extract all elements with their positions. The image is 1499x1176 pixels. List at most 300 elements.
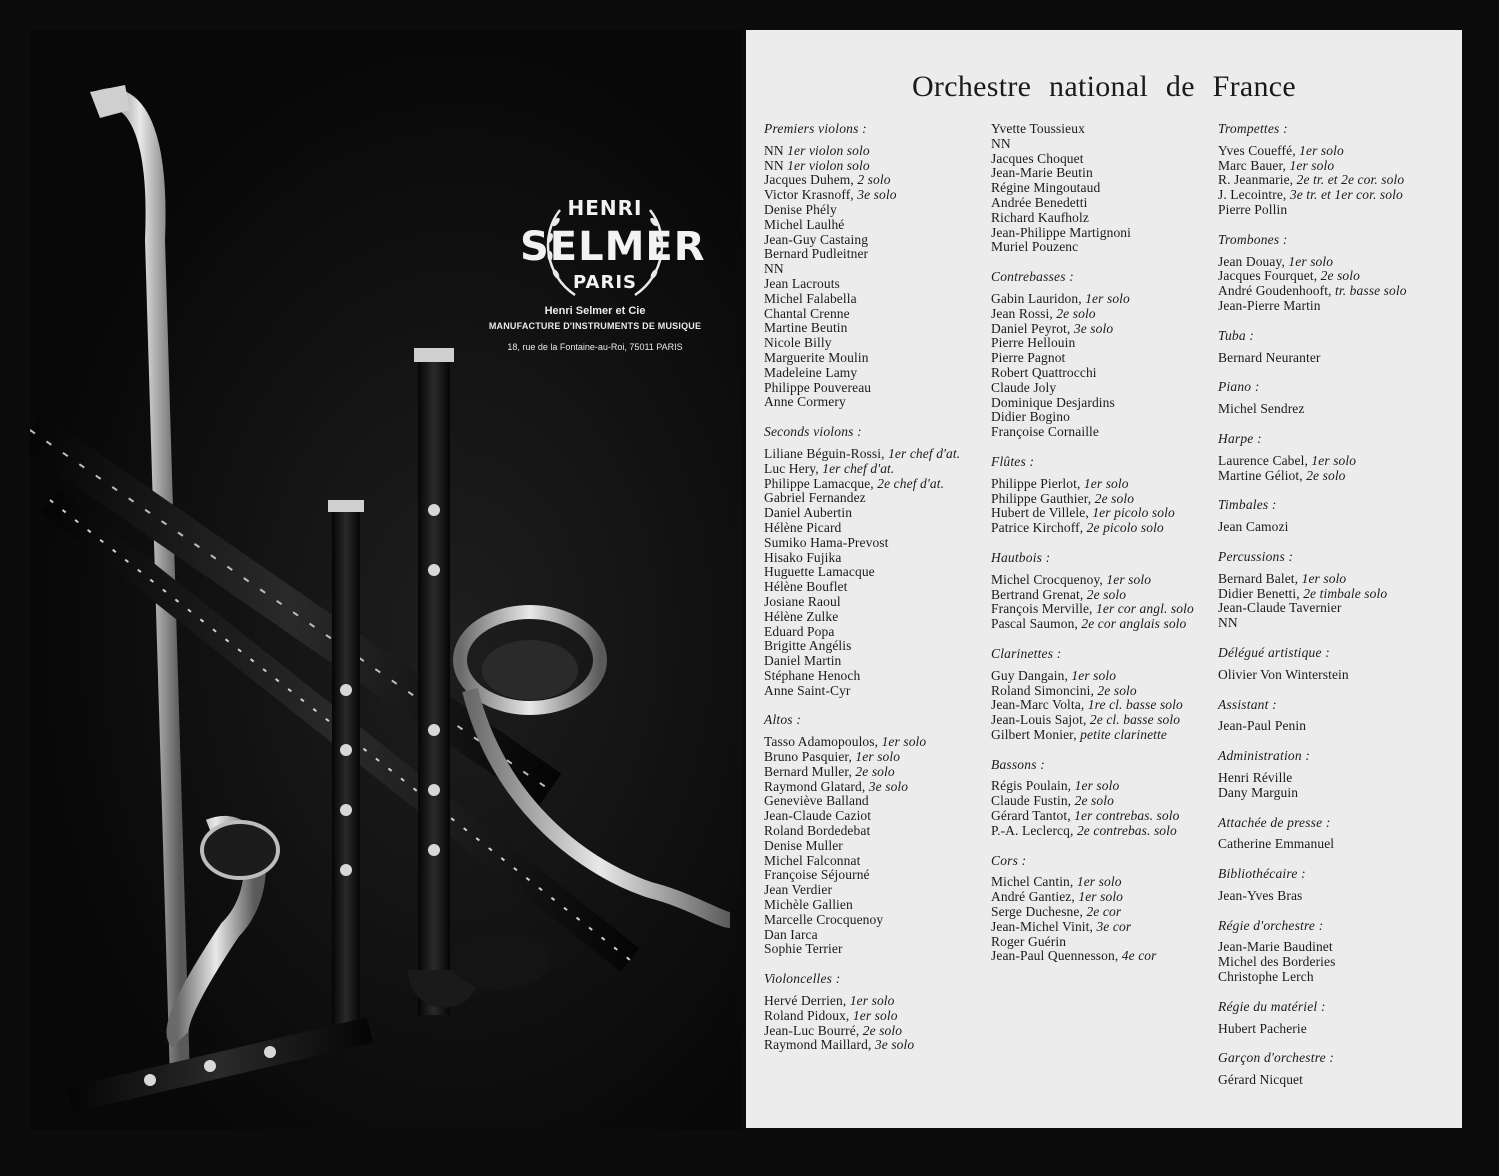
member-name: Jacques Fourquet, [1218,268,1318,284]
member-name: Chantal Crenne [764,305,850,321]
member-entry [764,262,986,277]
roster-section [1218,646,1454,683]
member-entry [764,395,986,410]
member-name: Jean-Marc Volta, [991,697,1085,713]
member-name: Françoise Séjourné [764,867,870,883]
member-name: Didier Benetti, [1218,585,1300,601]
section-title: Violoncelles : [764,971,841,987]
roster-section [1218,550,1454,631]
member-name: Roland Pidoux, [764,1007,850,1023]
member-entry [991,728,1213,743]
member-name: Raymond Maillard, [764,1037,872,1053]
roster-section [991,758,1213,839]
member-entry [991,669,1213,684]
member-name: Hubert Pacherie [1218,1020,1307,1036]
member-entry [764,447,986,462]
member-name: Geneviève Balland [764,793,869,809]
member-name: Philippe Gauthier, [991,490,1092,506]
member-name: Jean-Pierre Martin [1218,297,1321,313]
member-name: Dany Marguin [1218,784,1299,800]
orchestra-roster-page [746,30,1462,1128]
member-role: 1er solo [1067,667,1117,683]
member-entry [991,322,1213,337]
member-name: Richard Kaufholz [991,209,1089,225]
member-name: Luc Hery, [764,460,819,476]
member-entry [764,913,986,928]
selmer-logo [520,180,706,310]
member-name: Guy Dangain, [991,667,1068,683]
section-title: Assistant : [1218,696,1277,712]
member-role: 2e solo [851,763,895,779]
roster-section [1218,749,1454,800]
member-role: 2e solo [1052,305,1096,321]
roster-section [1218,816,1454,853]
member-name: Michel des Borderies [1218,954,1336,970]
roster-section [1218,1051,1454,1088]
member-name: Denise Muller [764,837,843,853]
member-role: 2e solo [1083,586,1127,602]
member-name: Laurence Cabel, [1218,452,1308,468]
member-entry [991,477,1213,492]
member-role: 1er solo [1295,142,1344,158]
member-name: François Merville, [991,601,1093,617]
member-name: Martine Beutin [764,320,848,336]
member-entry [764,491,986,506]
member-entry [991,366,1213,381]
member-role: 3e tr. et 1er cor. solo [1286,187,1403,203]
member-entry [764,839,986,854]
member-role: 2e picolo solo [1083,520,1164,536]
logo-henri: HENRI [567,196,643,220]
section-title: Garçon d'orchestre : [1218,1050,1335,1066]
section-title: Administration : [1218,748,1311,764]
member-name: Jean Douay, [1218,253,1285,269]
member-name: Jean-Yves Bras [1218,887,1303,903]
member-name: André Gantiez, [991,889,1075,905]
member-name: Philippe Pouvereau [764,379,872,395]
member-name: NN [764,157,784,173]
member-entry [991,292,1213,307]
member-name: R. Jeanmarie, [1218,172,1294,188]
member-entry [764,639,986,654]
member-entry [764,854,986,869]
member-entry [991,779,1213,794]
member-name: Michel Laulhé [764,216,845,232]
roster-section [991,647,1213,743]
member-role: 1er solo [846,993,895,1009]
member-entry [991,396,1213,411]
member-entry [764,307,986,322]
member-entry [991,381,1213,396]
member-entry [1218,255,1454,270]
section-title: Altos : [764,712,802,728]
member-role: 2 solo [853,172,891,188]
member-name: Bernard Muller, [764,763,852,779]
member-entry [764,292,986,307]
member-name: Madeleine Lamy [764,364,858,380]
member-entry [991,240,1213,255]
member-role: 1er solo [849,1007,898,1023]
member-entry [991,425,1213,440]
member-name: Claude Joly [991,379,1057,395]
member-entry [764,580,986,595]
member-entry [764,506,986,521]
member-role: 1er violon solo [783,142,870,158]
member-entry [991,336,1213,351]
member-name: Philippe Lamacque, [764,475,874,491]
member-entry [1218,284,1454,299]
member-role: 4e cor [1118,948,1157,964]
member-entry [764,654,986,669]
member-name: Michel Falconnat [764,852,861,868]
member-entry [991,521,1213,536]
member-name: Hubert de Villele, [991,505,1089,521]
roster-section [1218,1000,1454,1037]
member-entry [1218,173,1454,188]
member-role: 2e contrebas. solo [1073,822,1177,838]
member-entry [991,492,1213,507]
member-entry [764,173,986,188]
member-entry [764,684,986,699]
member-name: Daniel Peyrot, [991,320,1071,336]
roster-section [1218,867,1454,904]
member-name: Nicole Billy [764,335,832,351]
member-role: 1er solo [1102,571,1152,587]
member-entry [764,203,986,218]
roster-section [764,425,986,698]
roster-section [1218,919,1454,985]
section-title: Piano : [1218,379,1260,395]
logo-selmer: SELMER [520,224,706,270]
member-entry [764,994,986,1009]
roster-column-2 [991,122,1213,979]
member-name: Jean Lacrouts [764,275,840,291]
selmer-advertisement-page [30,30,742,1130]
roster-section [764,972,986,1053]
member-entry [764,750,986,765]
member-name: Jean-Claude Tavernier [1218,600,1342,616]
member-entry [764,735,986,750]
member-name: Catherine Emmanuel [1218,836,1335,852]
member-role: 1er solo [878,734,927,750]
member-role: 2e cl. basse solo [1086,712,1181,728]
member-name: Martine Géliot, [1218,467,1303,483]
member-name: Régine Mingoutaud [991,180,1101,196]
member-entry [991,137,1213,152]
member-name: Françoise Cornaille [991,424,1099,440]
member-name: Gérard Tantot, [991,808,1071,824]
member-entry [764,565,986,580]
member-name: Andrée Benedetti [991,194,1088,210]
member-role: 2e solo [1071,793,1114,809]
member-name: Bertrand Grenat, [991,586,1084,602]
member-entry [991,617,1213,632]
member-name: Bernard Neuranter [1218,349,1321,365]
member-name: Jean-Guy Castaing [764,231,869,247]
member-entry [764,809,986,824]
section-title: Trompettes : [1218,121,1288,136]
member-name: Gilbert Monier, [991,726,1077,742]
member-entry [991,573,1213,588]
member-entry [764,824,986,839]
member-name: Anne Saint-Cyr [764,682,851,698]
member-role: 1er solo [1073,874,1122,890]
member-entry [764,233,986,248]
member-entry [991,824,1213,839]
member-name: J. Lecointre, [1218,187,1287,203]
member-name: NN [764,142,784,158]
member-entry [764,277,986,292]
page-title: Orchestre national de France [911,70,1297,103]
member-entry [991,166,1213,181]
member-name: Marcelle Crocquenoy [764,911,884,927]
member-name: Michel Falabella [764,290,857,306]
member-role: 2e cor anglais solo [1077,616,1187,632]
member-name: NN [764,261,784,277]
member-role: 1er solo [1074,889,1124,905]
member-name: Hélène Bouflet [764,579,848,595]
roster-section [1218,122,1454,218]
member-name: Pierre Pollin [1218,201,1288,217]
member-entry [991,122,1213,137]
member-role: 1er solo [1284,253,1334,269]
ad-company-name: Henri Selmer et Cie [544,305,646,317]
roster-section [764,122,986,410]
member-name: Marc Bauer, [1218,157,1287,173]
member-name: Patrice Kirchoff, [991,520,1084,536]
member-entry [1218,454,1454,469]
member-name: Jacques Duhem, [764,172,854,188]
member-name: Dominique Desjardins [991,394,1115,410]
member-name: Daniel Martin [764,653,842,669]
member-role: 1er picolo solo [1088,505,1175,521]
member-role: tr. basse solo [1331,283,1407,299]
member-name: Jean Camozi [1218,519,1289,535]
member-name: Sumiko Hama-Prevost [764,534,889,550]
member-role: 1er cor angl. solo [1092,601,1194,617]
member-name: Jean-Paul Quennesson, [991,948,1119,964]
member-entry [991,211,1213,226]
member-role: 3e cor [1092,918,1132,934]
member-entry [1218,1073,1454,1088]
member-entry [1218,837,1454,852]
member-entry [764,366,986,381]
member-name: Hélène Picard [764,519,842,535]
member-name: Daniel Aubertin [764,505,853,521]
member-role: 2e solo [1302,467,1346,483]
member-entry [991,935,1213,950]
member-role: 1er solo [1286,157,1335,173]
roster-section [1218,432,1454,483]
member-entry [764,794,986,809]
member-entry [1218,469,1454,484]
member-entry [1218,203,1454,218]
member-role: 1er solo [1080,475,1129,491]
member-name: Hisako Fujika [764,549,842,565]
member-role: 3e solo [853,187,897,203]
member-name: Liliane Béguin-Rossi, [764,445,885,461]
section-title: Timbales : [1218,497,1277,513]
member-name: Yves Coueffé, [1218,142,1296,158]
member-entry [764,1009,986,1024]
member-name: Anne Cormery [764,394,846,410]
member-name: Jean Rossi, [991,305,1053,321]
member-entry [764,477,986,492]
member-name: Stéphane Henoch [764,667,861,683]
member-name: Tasso Adamopoulos, [764,734,879,750]
member-role: 1er solo [1081,290,1130,306]
member-role: 1er contrebas. solo [1070,808,1180,824]
member-entry [991,949,1213,964]
ad-address: 18, rue de la Fontaine-au-Roi, 75011 PARIS [507,342,683,352]
member-role: 2e solo [1093,682,1137,698]
member-entry [991,226,1213,241]
roster-section [991,270,1213,440]
member-name: Olivier Von Winterstein [1218,666,1349,682]
member-entry [764,144,986,159]
member-entry [764,780,986,795]
member-entry [991,152,1213,167]
member-role: 1er solo [851,749,901,765]
section-title: Délégué artistique : [1218,644,1330,660]
member-name: Pascal Saumon, [991,616,1078,632]
roster-section [1218,233,1454,314]
member-name: Henri Réville [1218,769,1293,785]
ad-manufacture: MANUFACTURE D'INSTRUMENTS DE MUSIQUE [488,321,702,331]
member-role: 2e tr. et 2e cor. solo [1293,172,1405,188]
member-name: Raymond Glatard, [764,778,866,794]
member-name: Hélène Zulke [764,608,839,624]
section-title: Percussions : [1218,548,1294,564]
member-name: André Goudenhooft, [1218,283,1332,299]
member-name: Christophe Lerch [1218,969,1314,985]
member-entry [764,595,986,610]
section-title: Harpe : [1218,430,1262,446]
member-role: 1er solo [1298,570,1347,586]
member-entry [764,321,986,336]
member-entry [764,521,986,536]
member-name: Jean-Louis Sajot, [991,712,1087,728]
member-entry [1218,616,1454,631]
member-entry [764,669,986,684]
member-name: Didier Bogino [991,409,1070,425]
member-entry [1218,351,1454,366]
member-entry [991,181,1213,196]
roster-section [1218,698,1454,735]
member-name: Claude Fustin, [991,793,1072,809]
member-name: Michel Cantin, [991,874,1074,890]
member-role: 2e cor [1082,904,1122,920]
member-entry [1218,668,1454,683]
member-entry [1218,188,1454,203]
section-title: Bibliothécaire : [1218,866,1306,882]
member-role: petite clarinette [1076,726,1167,742]
roster-section [1218,498,1454,535]
member-entry [1218,572,1454,587]
member-entry [1218,601,1454,616]
member-entry [991,809,1213,824]
section-title: Régie du matériel : [1218,998,1326,1014]
member-role: 2e solo [1317,268,1360,284]
member-entry [764,536,986,551]
member-entry [1218,402,1454,417]
section-title: Flûtes : [991,453,1035,469]
member-entry [991,307,1213,322]
member-entry [1218,940,1454,955]
member-name: Jean-Paul Penin [1218,718,1307,734]
member-name: Hervé Derrien, [764,993,847,1009]
section-title: Bassons : [991,756,1045,772]
member-entry [991,920,1213,935]
member-role: 2e chef d'at. [873,475,945,491]
section-title: Attachée de presse : [1218,814,1331,830]
member-name: Gérard Nicquet [1218,1072,1303,1088]
member-entry [764,928,986,943]
roster-section [991,122,1213,255]
member-name: Roland Bordedebat [764,823,871,839]
member-entry [764,898,986,913]
member-entry [1218,955,1454,970]
member-name: Dan Iarca [764,926,818,942]
member-name: Pierre Pagnot [991,350,1066,366]
member-name: NN [991,135,1011,151]
section-title: Cors : [991,852,1027,868]
member-name: Denise Phély [764,201,837,217]
member-name: Jean-Luc Bourré, [764,1022,860,1038]
member-entry [991,794,1213,809]
member-role: 1er solo [1307,452,1357,468]
member-entry [1218,587,1454,602]
member-name: Jean-Philippe Martignoni [991,224,1132,240]
member-name: Huguette Lamacque [764,564,875,580]
member-name: Bernard Pudleitner [764,246,869,262]
member-entry [991,410,1213,425]
member-entry [991,196,1213,211]
section-title: Tuba : [1218,327,1255,343]
member-entry [764,942,986,957]
member-name: Jean-Marie Baudinet [1218,939,1333,955]
member-entry [1218,159,1454,174]
logo-paris: PARIS [573,272,637,293]
member-name: Jacques Choquet [991,150,1084,166]
member-name: Sophie Terrier [764,941,843,957]
member-entry [991,698,1213,713]
section-title: Régie d'orchestre : [1218,917,1324,933]
member-name: Serge Duchesne, [991,904,1083,920]
member-entry [764,381,986,396]
member-role: 2e solo [859,1022,903,1038]
member-entry [764,625,986,640]
section-title: Trombones : [1218,231,1288,247]
member-role: 1er chef d'at. [818,460,895,476]
member-name: P.-A. Leclercq, [991,822,1074,838]
member-name: Brigitte Angélis [764,638,852,654]
member-entry [1218,970,1454,985]
member-entry [1218,269,1454,284]
roster-section [1218,329,1454,366]
member-role: 3e solo [865,778,909,794]
section-title: Contrebasses : [991,269,1074,285]
member-entry [764,883,986,898]
member-entry [1218,786,1454,801]
member-name: Bernard Balet, [1218,570,1299,586]
member-entry [991,351,1213,366]
roster-section [991,455,1213,536]
section-title: Premiers violons : [764,121,867,136]
member-name: Marguerite Moulin [764,349,869,365]
member-entry [764,868,986,883]
section-title: Clarinettes : [991,645,1062,661]
